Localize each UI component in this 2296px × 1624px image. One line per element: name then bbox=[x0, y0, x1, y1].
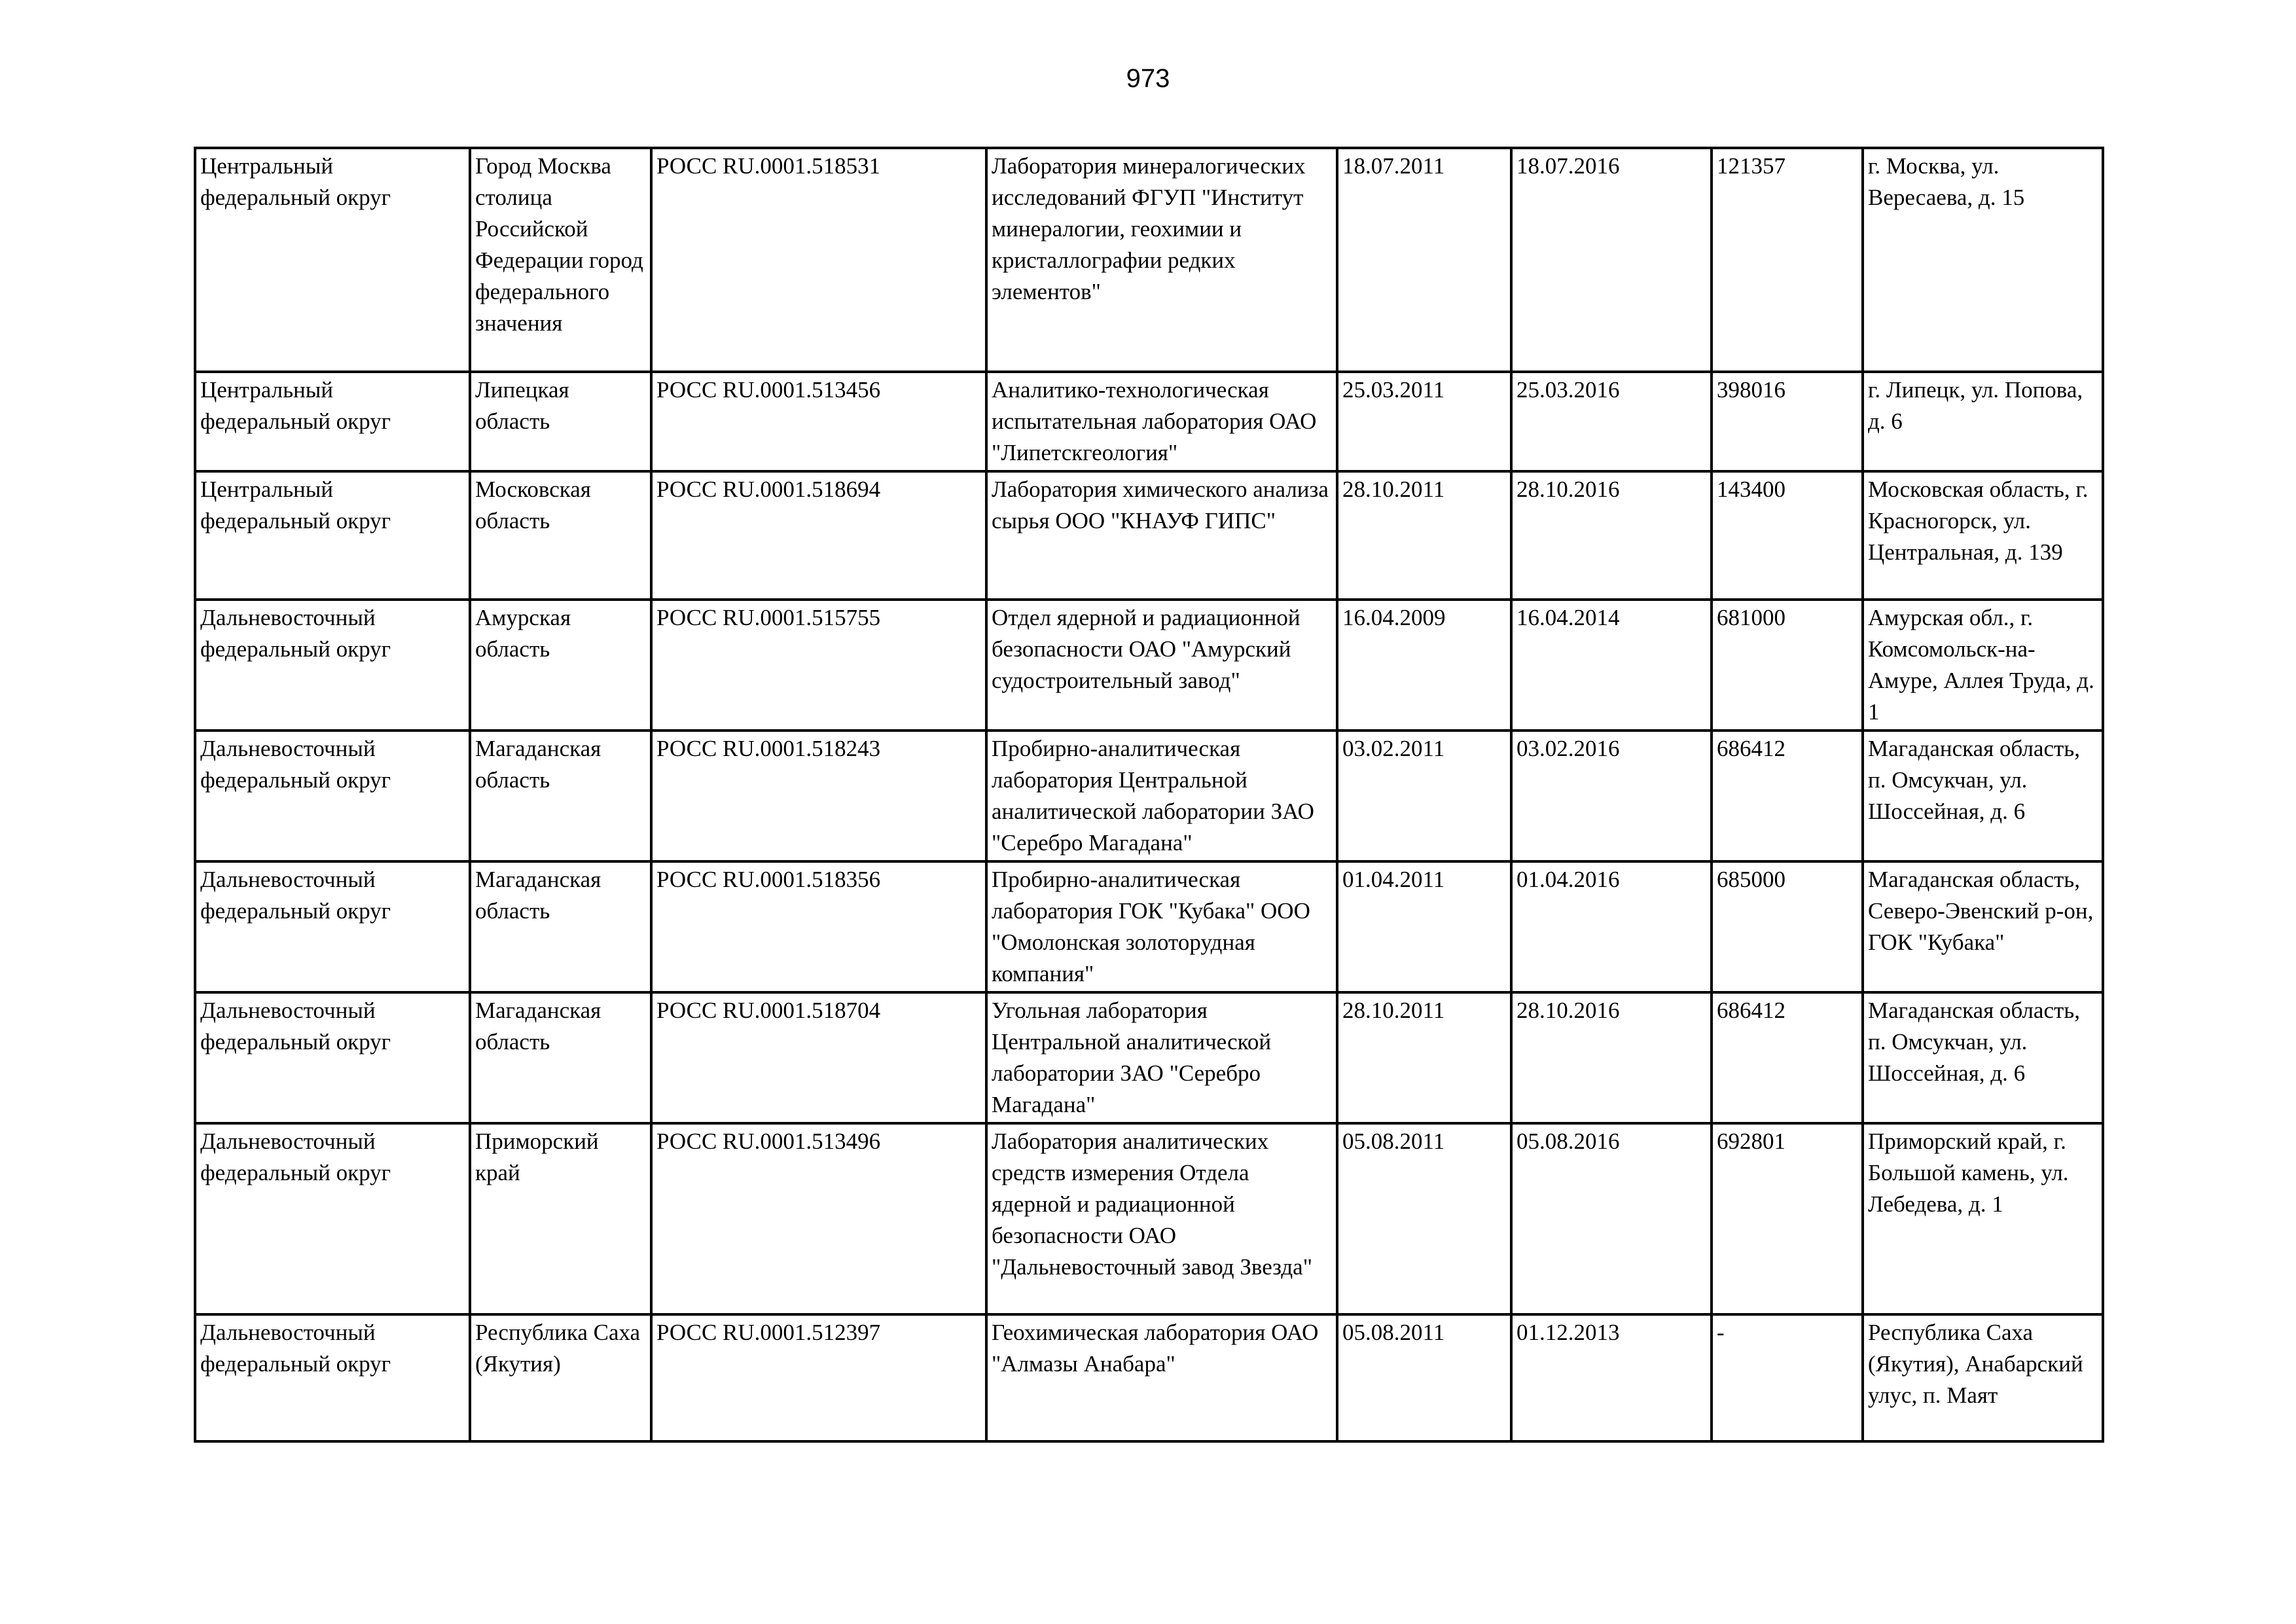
date-from-cell: 18.07.2011 bbox=[1337, 148, 1511, 372]
laboratory-registry-table bbox=[194, 147, 2104, 1443]
district-cell: Дальневосточный федеральный округ bbox=[195, 1123, 470, 1314]
address-cell: Амурская обл., г. Комсомольск-на-Амуре, Аллея Труда, д. 1 bbox=[1863, 600, 2103, 731]
district-cell: Центральный федеральный округ bbox=[195, 148, 470, 372]
table-row bbox=[195, 992, 2103, 1123]
district-cell: Центральный федеральный округ bbox=[195, 372, 470, 471]
district-cell: Дальневосточный федеральный округ bbox=[195, 1314, 470, 1441]
district-cell: Дальневосточный федеральный округ bbox=[195, 992, 470, 1123]
postal-code-cell: - bbox=[1712, 1314, 1863, 1441]
region-cell: Магаданская область bbox=[470, 861, 651, 992]
laboratory-cell: Пробирно-аналитическая лаборатория Центральной аналитической лаборатории ЗАО "Серебро Магадана" bbox=[986, 731, 1337, 861]
date-from-cell: 05.08.2011 bbox=[1337, 1123, 1511, 1314]
address-cell: Магаданская область, п. Омсукчан, ул. Шоссейная, д. 6 bbox=[1863, 731, 2103, 861]
date-to-cell: 03.02.2016 bbox=[1511, 731, 1712, 861]
table-row bbox=[195, 471, 2103, 600]
postal-code-cell: 686412 bbox=[1712, 731, 1863, 861]
date-from-cell: 16.04.2009 bbox=[1337, 600, 1511, 731]
laboratory-cell: Пробирно-аналитическая лаборатория ГОК "Кубака" ООО "Омолонская золоторудная компания" bbox=[986, 861, 1337, 992]
laboratory-cell: Лаборатория химического анализа сырья ООО "КНАУФ ГИПС" bbox=[986, 471, 1337, 600]
district-cell: Дальневосточный федеральный округ bbox=[195, 731, 470, 861]
date-to-cell: 05.08.2016 bbox=[1511, 1123, 1712, 1314]
certificate-cell: РОСС RU.0001.512397 bbox=[651, 1314, 986, 1441]
certificate-cell: РОСС RU.0001.518356 bbox=[651, 861, 986, 992]
date-to-cell: 01.12.2013 bbox=[1511, 1314, 1712, 1441]
region-cell: Магаданская область bbox=[470, 992, 651, 1123]
region-cell: Липецкая область bbox=[470, 372, 651, 471]
page-number: 973 bbox=[1126, 64, 1170, 93]
table-row bbox=[195, 600, 2103, 731]
address-cell: Магаданская область, Северо-Эвенский р-он, ГОК "Кубака" bbox=[1863, 861, 2103, 992]
table-row bbox=[195, 1314, 2103, 1441]
date-to-cell: 01.04.2016 bbox=[1511, 861, 1712, 992]
postal-code-cell: 692801 bbox=[1712, 1123, 1863, 1314]
date-to-cell: 28.10.2016 bbox=[1511, 471, 1712, 600]
date-from-cell: 25.03.2011 bbox=[1337, 372, 1511, 471]
laboratory-cell: Геохимическая лаборатория ОАО "Алмазы Анабара" bbox=[986, 1314, 1337, 1441]
postal-code-cell: 681000 bbox=[1712, 600, 1863, 731]
postal-code-cell: 121357 bbox=[1712, 148, 1863, 372]
table-row bbox=[195, 1123, 2103, 1314]
region-cell: Амурская область bbox=[470, 600, 651, 731]
laboratory-cell: Лаборатория аналитических средств измерения Отдела ядерной и радиационной безопасности ОАО "Дальневосточный завод Звезда" bbox=[986, 1123, 1337, 1314]
region-cell: Город Москва столица Российской Федерации город федерального значения bbox=[470, 148, 651, 372]
district-cell: Дальневосточный федеральный округ bbox=[195, 600, 470, 731]
date-from-cell: 01.04.2011 bbox=[1337, 861, 1511, 992]
region-cell: Магаданская область bbox=[470, 731, 651, 861]
certificate-cell: РОСС RU.0001.518243 bbox=[651, 731, 986, 861]
date-from-cell: 28.10.2011 bbox=[1337, 471, 1511, 600]
region-cell: Приморский край bbox=[470, 1123, 651, 1314]
date-to-cell: 25.03.2016 bbox=[1511, 372, 1712, 471]
date-to-cell: 18.07.2016 bbox=[1511, 148, 1712, 372]
district-cell: Центральный федеральный округ bbox=[195, 471, 470, 600]
address-cell: Московская область, г. Красногорск, ул. Центральная, д. 139 bbox=[1863, 471, 2103, 600]
certificate-cell: РОСС RU.0001.513496 bbox=[651, 1123, 986, 1314]
district-cell: Дальневосточный федеральный округ bbox=[195, 861, 470, 992]
address-cell: г. Москва, ул. Вересаева, д. 15 bbox=[1863, 148, 2103, 372]
laboratory-cell: Лаборатория минералогических исследований ФГУП "Институт минералогии, геохимии и кристаллографии редких элементов" bbox=[986, 148, 1337, 372]
table-row bbox=[195, 372, 2103, 471]
table-row bbox=[195, 861, 2103, 992]
laboratory-cell: Аналитико-технологическая испытательная лаборатория ОАО "Липетскгеология" bbox=[986, 372, 1337, 471]
address-cell: Республика Саха (Якутия), Анабарский улус, п. Маят bbox=[1863, 1314, 2103, 1441]
date-to-cell: 16.04.2014 bbox=[1511, 600, 1712, 731]
laboratory-cell: Отдел ядерной и радиационной безопасности ОАО "Амурский судостроительный завод" bbox=[986, 600, 1337, 731]
postal-code-cell: 143400 bbox=[1712, 471, 1863, 600]
table-row bbox=[195, 148, 2103, 372]
date-from-cell: 28.10.2011 bbox=[1337, 992, 1511, 1123]
region-cell: Московская область bbox=[470, 471, 651, 600]
table-row bbox=[195, 731, 2103, 861]
certificate-cell: РОСС RU.0001.518531 bbox=[651, 148, 986, 372]
certificate-cell: РОСС RU.0001.518694 bbox=[651, 471, 986, 600]
certificate-cell: РОСС RU.0001.515755 bbox=[651, 600, 986, 731]
postal-code-cell: 686412 bbox=[1712, 992, 1863, 1123]
date-from-cell: 03.02.2011 bbox=[1337, 731, 1511, 861]
date-to-cell: 28.10.2016 bbox=[1511, 992, 1712, 1123]
postal-code-cell: 685000 bbox=[1712, 861, 1863, 992]
address-cell: Магаданская область, п. Омсукчан, ул. Шоссейная, д. 6 bbox=[1863, 992, 2103, 1123]
postal-code-cell: 398016 bbox=[1712, 372, 1863, 471]
certificate-cell: РОСС RU.0001.518704 bbox=[651, 992, 986, 1123]
certificate-cell: РОСС RU.0001.513456 bbox=[651, 372, 986, 471]
address-cell: г. Липецк, ул. Попова, д. 6 bbox=[1863, 372, 2103, 471]
region-cell: Республика Саха (Якутия) bbox=[470, 1314, 651, 1441]
date-from-cell: 05.08.2011 bbox=[1337, 1314, 1511, 1441]
laboratory-cell: Угольная лаборатория Центральной аналитической лаборатории ЗАО "Серебро Магадана" bbox=[986, 992, 1337, 1123]
address-cell: Приморский край, г. Большой камень, ул. Лебедева, д. 1 bbox=[1863, 1123, 2103, 1314]
